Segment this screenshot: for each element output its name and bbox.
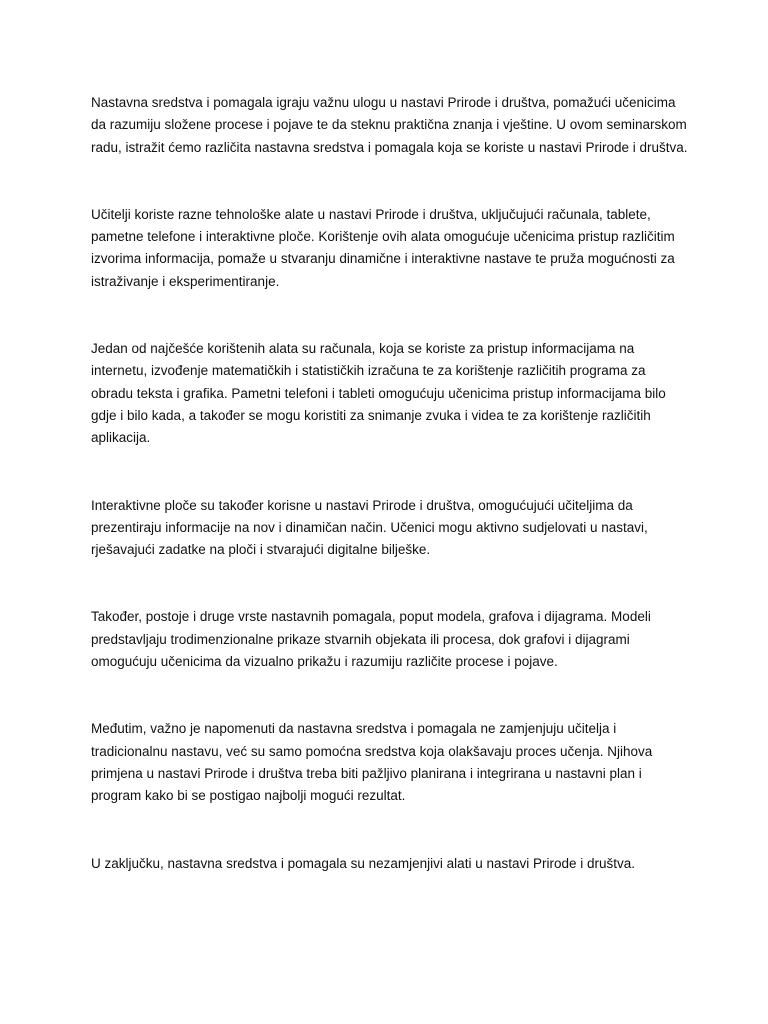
- paragraph-computers-phones: Jedan od najčešće korištenih alata su računala, koja se koriste za pristup informacijama na internetu, izvođenje matematičkih i statističkih izračuna te za korištenje različitih programa za obradu teksta i grafika. Pametni telefoni i tableti omogućuju učenicima pristup informacijama bilo gdje i bilo kada, a također se mogu koristiti za snimanje zvuka i videa te za korištenje različitih aplikacija.: [91, 341, 666, 446]
- paragraph-models-graphs: Također, postoje i druge vrste nastavnih pomagala, poput modela, grafova i dijagrama. Modeli predstavljaju trodimenzionalne prikaze stvarnih objekata ili procesa, dok grafovi i dijagrami omogućuju učenicima da vizualno prikažu i razumiju različite procese i pojave.: [91, 609, 651, 670]
- paragraph-conclusion: U zaključku, nastavna sredstva i pomagala su nezamjenjivi alati u nastavi Prirode i društva.: [91, 855, 636, 871]
- paragraph-interactive-boards: Interaktivne ploče su također korisne u nastavi Prirode i društva, omogućujući učiteljima da prezentiraju informacije na nov i dinamičan način. Učenici mogu aktivno sudjelovati u nastavi, rješavajući zadatke na ploči i stvarajući digitalne bilješke.: [91, 497, 648, 558]
- document-body: [91, 92, 691, 875]
- paragraph-technology-tools: Učitelji koriste razne tehnološke alate u nastavi Prirode i društva, uključujući računala, tablete, pametne telefone i interaktivne ploče. Korištenje ovih alata omogućuje učenicima pristup različitim izvorima informacija, pomaže u stvaranju dinamične i interaktivne nastave te pruža mogućnosti za istraživanje i eksperimentiranje.: [91, 206, 675, 289]
- paragraph-intro: Nastavna sredstva i pomagala igraju važnu ulogu u nastavi Prirode i društva, pomažući učenicima da razumiju složene procese i pojave te da steknu praktična znanja i vještine. U ovom seminarskom radu, istražit ćemo različita nastavna sredstva i pomagala koja se koriste u nastavi Prirode i društva.: [91, 95, 688, 155]
- paragraph-teacher-role: Međutim, važno je napomenuti da nastavna sredstva i pomagala ne zamjenjuju učitelja i tradicionalnu nastavu, već su samo pomoćna sredstva koja olakšavaju proces učenja. Njihova primjena u nastavi Prirode i društva treba biti pažljivo planirana i integrirana u nastavni plan i program kako bi se postigao najbolji mogući rezultat.: [91, 721, 653, 804]
